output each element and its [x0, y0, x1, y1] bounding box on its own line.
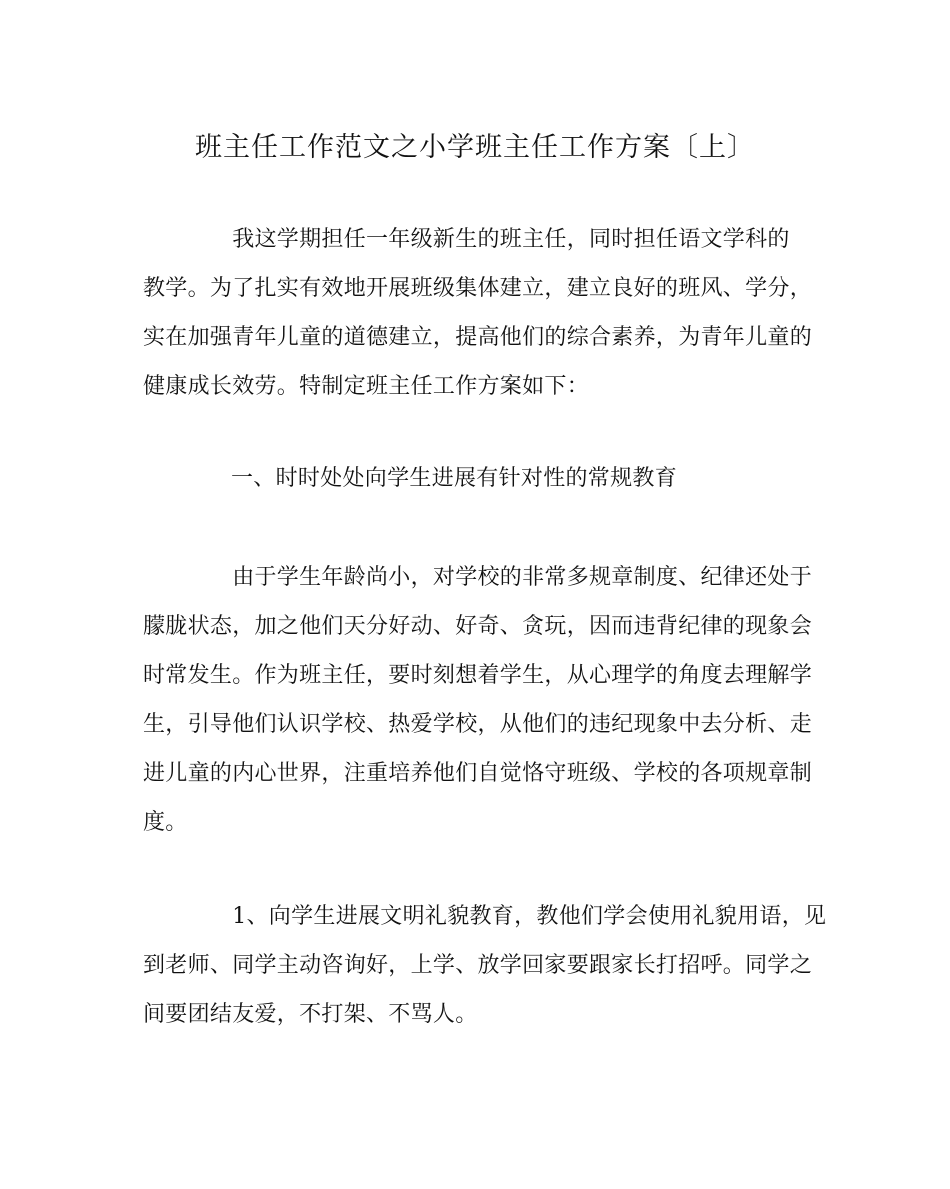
paragraph-line: 教学。为了扎实有效地开展班级集体建立，建立良好的班风、学分，	[143, 276, 813, 301]
paragraph-line: 健康成长效劳。特制定班主任工作方案如下：	[143, 374, 590, 399]
paragraph-line: 我这学期担任一年级新生的班主任，同时担任语文学科的	[143, 227, 790, 252]
section-heading: 一、时时处处向学生进展有针对性的常规教育	[231, 466, 678, 491]
paragraph-line: 进儿童的内心世界，注重培养他们自觉恪守班级、学校的各项规章制	[143, 761, 813, 786]
paragraph-line: 由于学生年龄尚小，对学校的非常多规章制度、纪律还处于	[143, 565, 813, 590]
paragraph-line: 1、向学生进展文明礼貌教育，教他们学会使用礼貌用语，见	[143, 904, 827, 929]
document-title: 班主任工作范文之小学班主任工作方案〔上〕	[195, 132, 755, 163]
paragraph-line: 间要团结友爱，不打架、不骂人。	[143, 1002, 478, 1027]
paragraph-line: 实在加强青年儿童的道德建立，提高他们的综合素养，为青年儿童的	[143, 325, 813, 350]
section1-paragraph	[143, 553, 813, 847]
paragraph-line: 朦胧状态，加之他们天分好动、好奇、贪玩，因而违背纪律的现象会	[143, 614, 813, 639]
paragraph-line: 到老师、同学主动咨询好，上学、放学回家要跟家长打招呼。同学之	[143, 953, 813, 978]
paragraph-line: 度。	[143, 810, 188, 835]
paragraph-line: 生，引导他们认识学校、热爱学校，从他们的违纪现象中去分析、走	[143, 712, 813, 737]
paragraph-line: 时常发生。作为班主任，要时刻想着学生，从心理学的角度去理解学	[143, 663, 813, 688]
intro-paragraph	[143, 215, 813, 411]
item1-paragraph	[143, 892, 827, 1039]
